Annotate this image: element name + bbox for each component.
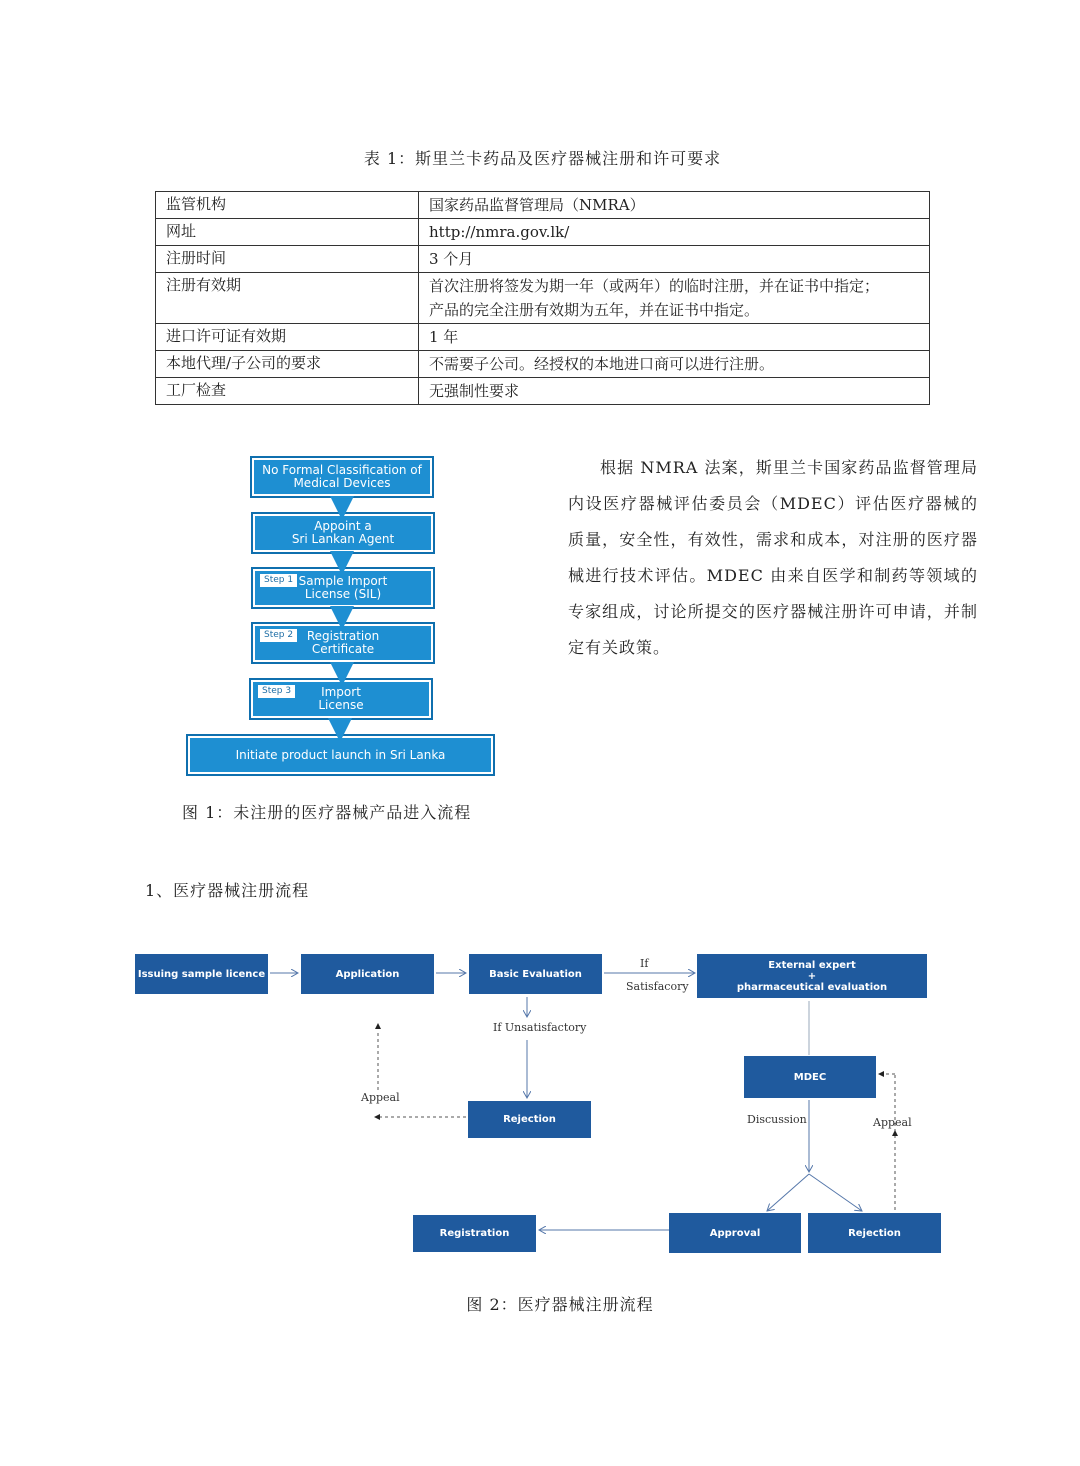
- connector-split-rejection: [809, 1174, 862, 1211]
- step-tag: Step 2: [260, 629, 297, 642]
- flow-box-text: Certificate: [311, 642, 375, 656]
- appeal-right-left-arrowhead: [878, 1071, 884, 1077]
- step-tag: Step 1: [260, 574, 297, 587]
- registration-requirements-table: [155, 191, 930, 405]
- node-rejection-basic: Rejection: [468, 1101, 591, 1138]
- flow-box-text: License: [318, 698, 364, 712]
- node-application: Application: [301, 954, 434, 994]
- table-cell-label: 注册有效期: [156, 273, 419, 324]
- flow-box-text: Initiate product launch in Sri Lanka: [235, 747, 446, 762]
- label-appeal-left: Appeal: [361, 1091, 400, 1104]
- flow-box-text: Registration: [306, 629, 380, 643]
- node-mdec: MDEC: [744, 1056, 876, 1098]
- figure-2-caption: 图 2：医疗器械注册流程: [466, 1295, 654, 1314]
- node-external-expert: [697, 954, 927, 998]
- flow-box-text: Medical Devices: [293, 476, 391, 490]
- table-cell-value: 不需要子公司。经授权的本地进口商可以进行注册。: [419, 351, 930, 378]
- table-cell-label: 监管机构: [156, 192, 419, 219]
- flow-box-text: Import: [321, 685, 361, 699]
- flow-box-text: License (SIL): [304, 587, 382, 601]
- node-text: External expert: [768, 959, 856, 971]
- node-issuing-sample-licence: Issuing sample licence: [135, 954, 268, 994]
- figure-1-caption: 图 1：未注册的医疗器械产品进入流程: [182, 803, 472, 822]
- table-row: [156, 192, 930, 219]
- appeal-left-up-arrowhead: [375, 1023, 381, 1029]
- table-cell-label: 进口许可证有效期: [156, 324, 419, 351]
- table-caption: 表 1：斯里兰卡药品及医疗器械注册和许可要求: [363, 149, 722, 168]
- table-cell-value: 无强制性要求: [419, 378, 930, 405]
- node-rejection-mdec: Rejection: [808, 1213, 941, 1253]
- appeal-left-arrowhead: [374, 1114, 380, 1120]
- flow-box-step2-registration: [251, 622, 435, 664]
- node-text: pharmaceutical evaluation: [736, 981, 888, 993]
- flow-box-text: Sample Import: [298, 574, 388, 588]
- flow-box-step1-sil: [251, 567, 435, 609]
- node-approval: Approval: [669, 1213, 801, 1253]
- flow-box-text: Sri Lankan Agent: [291, 532, 395, 546]
- flow-box-classification: [250, 456, 434, 498]
- label-appeal-right: Appeal: [873, 1116, 912, 1129]
- table-cell-value: http://nmra.gov.lk/: [419, 219, 930, 246]
- flow-box-launch: [186, 734, 495, 776]
- flow-box-text: Appoint a: [314, 519, 372, 533]
- node-text: +: [807, 970, 817, 982]
- label-if: If: [640, 957, 649, 970]
- body-paragraph: 根据 NMRA 法案，斯里兰卡国家药品监督管理局内设医疗器械评估委员会（MDEC）评估医疗器械的质量，安全性，有效性，需求和成本，对注册的医疗器械进行技术评估。MDEC 由来自医学和制药等领域的专家组成，讨论所提交的医疗器械注册许可申请，并制定有关政策。: [568, 458, 978, 657]
- table-cell-label: 本地代理/子公司的要求: [156, 351, 419, 378]
- table-cell-label: 网址: [156, 219, 419, 246]
- table-cell-value: 国家药品监督管理局（NMRA）: [419, 192, 930, 219]
- table-cell-label: 工厂检查: [156, 378, 419, 405]
- connector-split-approval: [767, 1174, 809, 1211]
- label-satisfactory: Satisfacory: [626, 980, 689, 993]
- table-row: [156, 273, 930, 324]
- node-registration: Registration: [413, 1215, 536, 1252]
- table-row: [156, 219, 930, 246]
- step-tag: Step 3: [258, 685, 295, 698]
- flow-box-text: No Formal Classification of: [262, 463, 422, 477]
- flow-box-step3-import: [249, 678, 433, 720]
- table-row: [156, 324, 930, 351]
- appeal-right-up-arrowhead: [892, 1130, 898, 1136]
- table-cell-value: 3 个月: [419, 246, 930, 273]
- table-cell-value: 1 年: [419, 324, 930, 351]
- label-unsatisfactory: If Unsatisfactory: [493, 1021, 587, 1034]
- table-row: [156, 246, 930, 273]
- table-row: [156, 378, 930, 405]
- flow-box-appoint-agent: [251, 512, 435, 554]
- section-heading: 1、医疗器械注册流程: [145, 881, 310, 900]
- table-cell-value: 首次注册将签发为期一年（或两年）的临时注册，并在证书中指定； 产品的完全注册有效期为五年，并在证书中指定。: [419, 273, 930, 324]
- label-discussion: Discussion: [747, 1113, 807, 1126]
- table-cell-label: 注册时间: [156, 246, 419, 273]
- table-row: [156, 351, 930, 378]
- node-basic-evaluation: Basic Evaluation: [469, 954, 602, 994]
